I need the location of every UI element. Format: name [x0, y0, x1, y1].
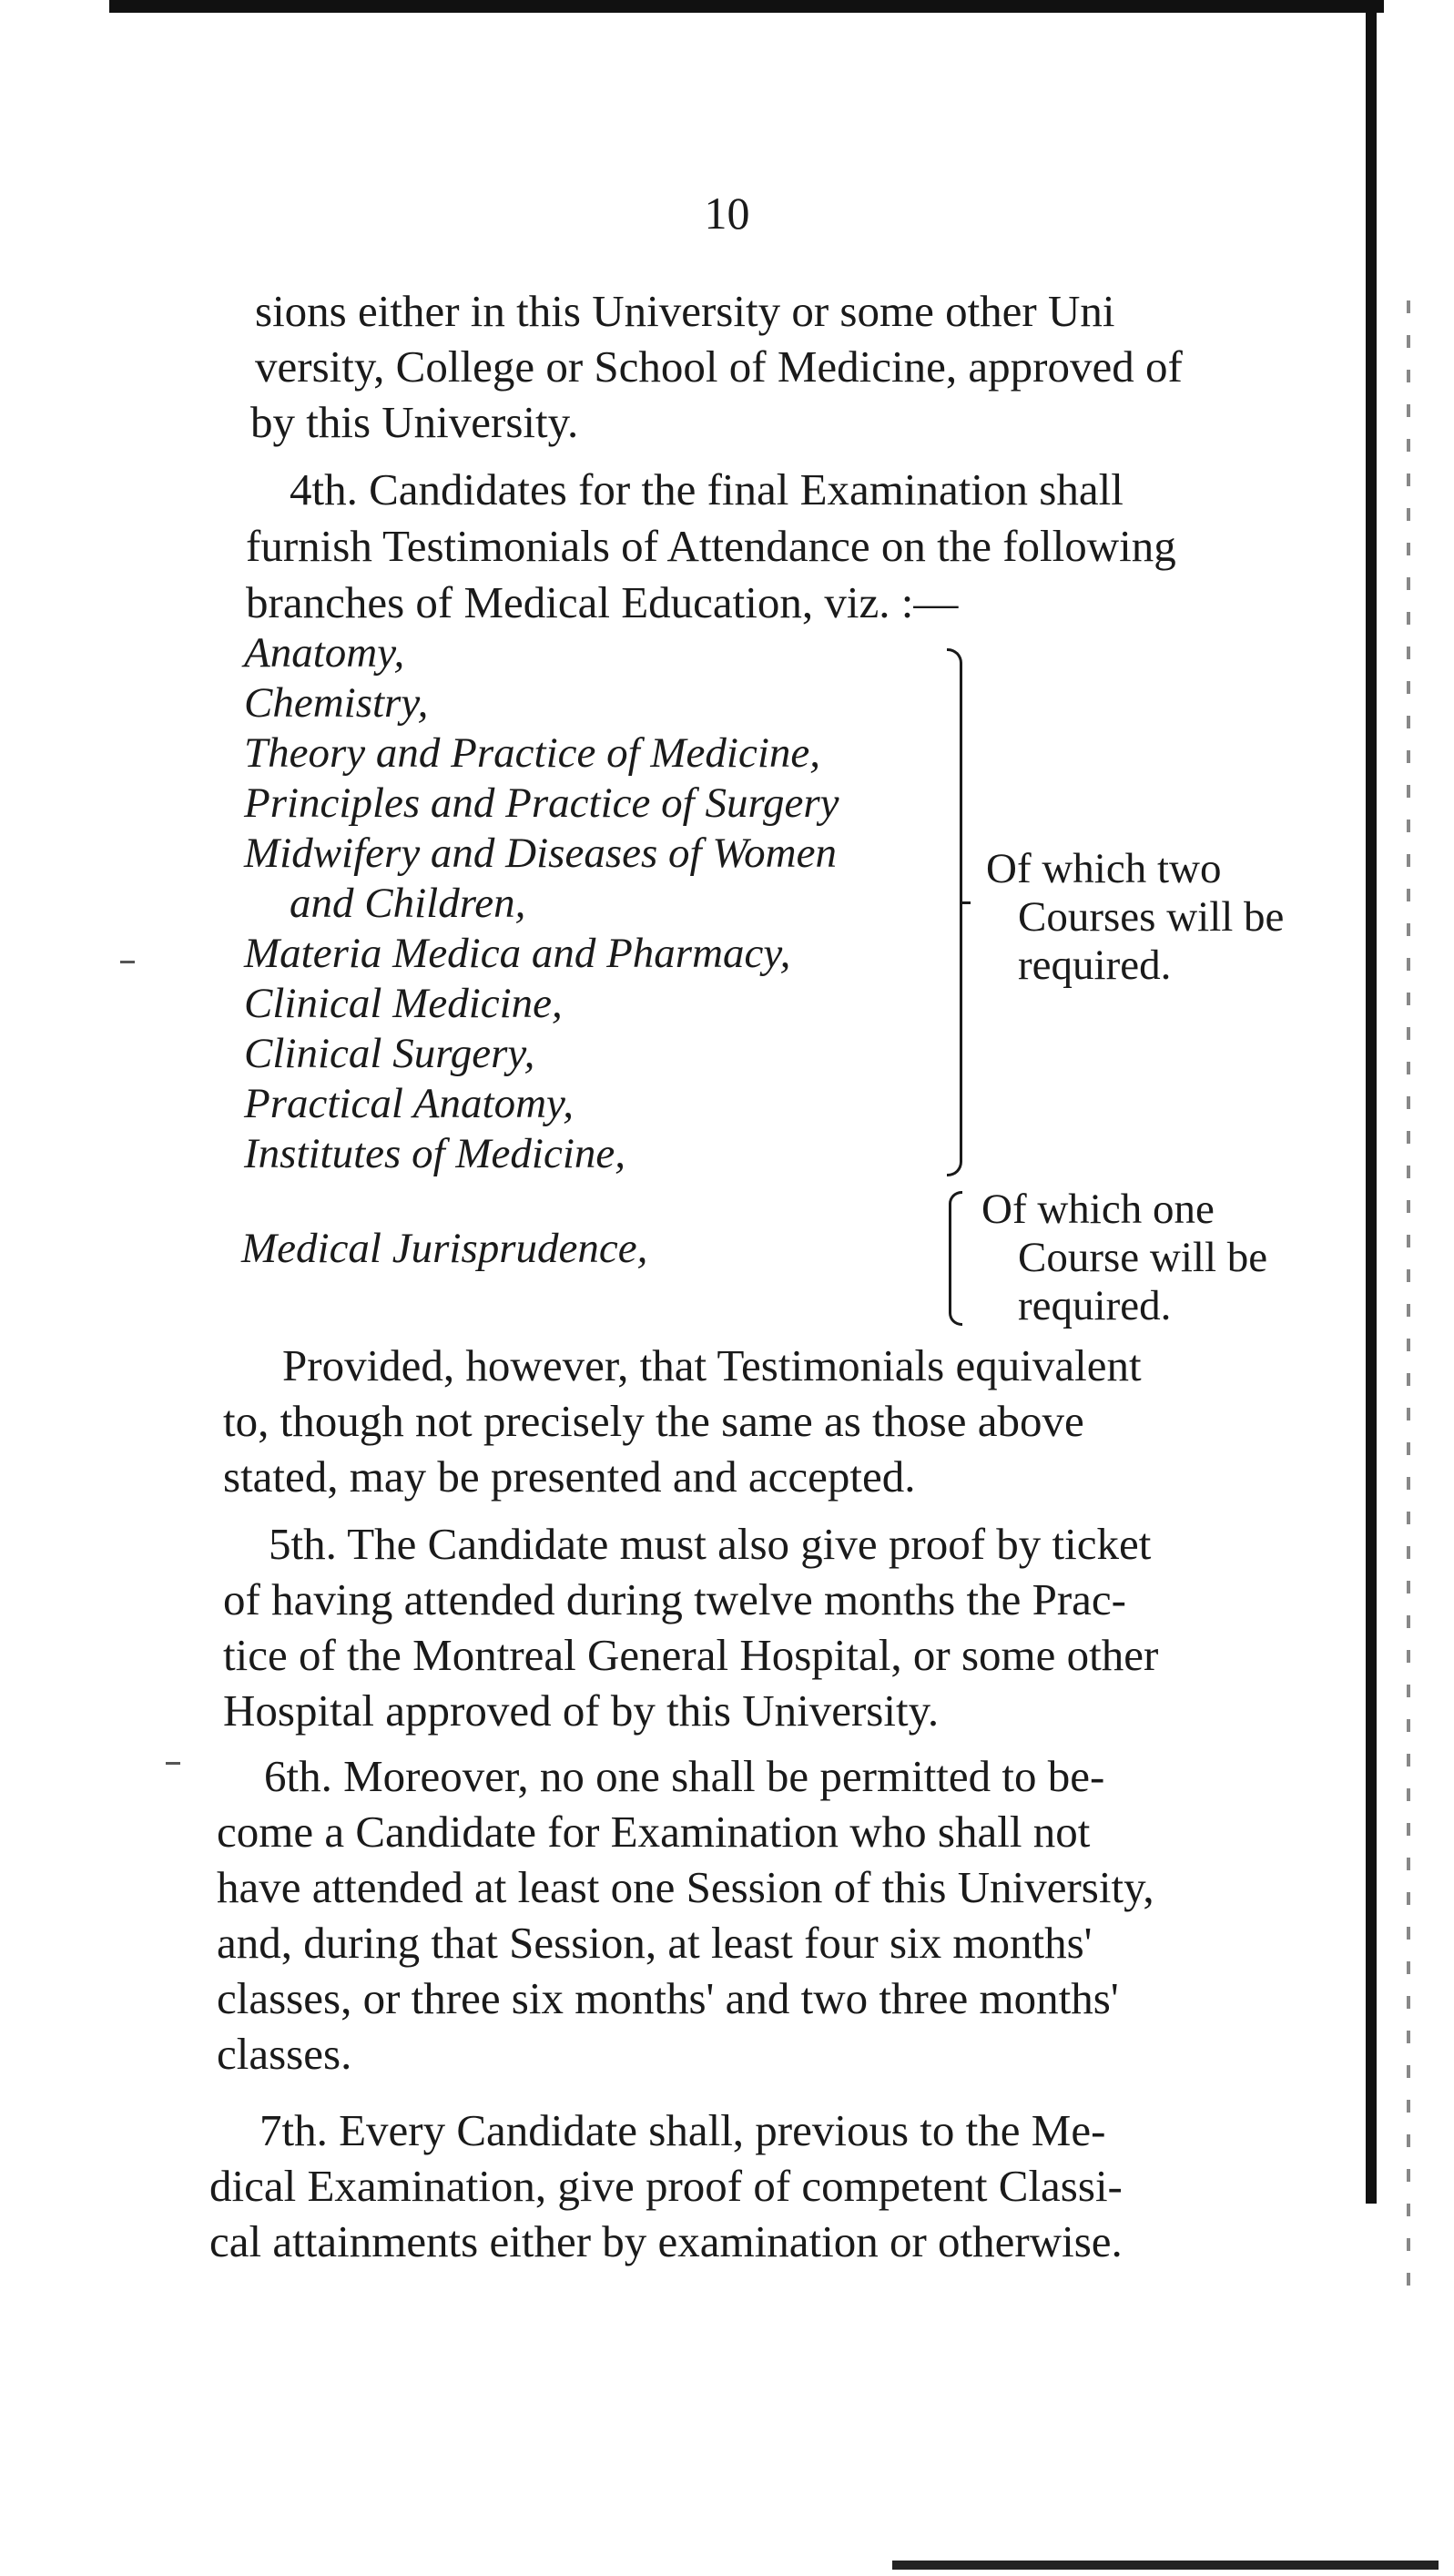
branch-item: and Children, [290, 880, 526, 927]
note-two-courses: Of which two [986, 845, 1222, 892]
text-line: of having attended during twelve months the Prac- [223, 1574, 1126, 1624]
branch-item: Medical Jurisprudence, [241, 1225, 648, 1272]
note-two-courses: Courses will be [1018, 893, 1285, 941]
branch-item: Anatomy, [244, 629, 405, 677]
text-line: and, during that Session, at least four six months' [217, 1918, 1093, 1968]
brace-point-icon [960, 901, 971, 904]
margin-mark [166, 1762, 180, 1765]
branch-item: Practical Anatomy, [244, 1080, 574, 1127]
text-line: 6th. Moreover, no one shall be permitted to be- [264, 1751, 1105, 1801]
text-line: stated, may be presented and accepted. [223, 1451, 916, 1502]
note-one-course: Of which one [981, 1186, 1215, 1233]
text-line: versity, College or School of Medicine, approved of [255, 341, 1183, 392]
text-line: to, though not precisely the same as those above [223, 1396, 1084, 1446]
text-line: Provided, however, that Testimonials equivalent [282, 1340, 1142, 1390]
text-line: sions either in this University or some other Uni [255, 286, 1115, 336]
text-line: classes, or three six months' and two three months' [217, 1973, 1119, 2023]
text-line: 7th. Every Candidate shall, previous to the Me- [259, 2105, 1106, 2155]
text-line: tice of the Montreal General Hospital, or some other [223, 1630, 1159, 1680]
note-one-course: required. [1018, 1282, 1172, 1329]
branch-item: Materia Medica and Pharmacy, [244, 930, 791, 977]
text-line: classes. [217, 2029, 352, 2079]
text-line: branches of Medical Education, viz. :— [246, 577, 959, 627]
branch-item: Institutes of Medicine, [244, 1130, 625, 1177]
page-top-edge [109, 0, 1384, 13]
margin-mark [120, 961, 135, 963]
text-line: dical Examination, give proof of competent Classi- [209, 2161, 1123, 2211]
branch-item: Chemistry, [244, 679, 429, 727]
branch-item: Midwifery and Diseases of Women [244, 830, 837, 877]
branch-item: Clinical Medicine, [244, 980, 563, 1027]
text-line: cal attainments either by examination or otherwise. [209, 2216, 1123, 2266]
note-one-course: Course will be [1018, 1234, 1268, 1281]
curly-brace-icon [947, 648, 962, 1176]
branch-item: Principles and Practice of Surgery [244, 779, 839, 827]
text-line: furnish Testimonials of Attendance on the following [246, 521, 1176, 571]
page-number: 10 [704, 188, 750, 239]
page-bottom-edge [892, 2561, 1439, 2570]
text-line: 4th. Candidates for the final Examination shall [290, 464, 1124, 514]
text-line: Hospital approved of by this University. [223, 1685, 940, 1736]
text-line: have attended at least one Session of this University, [217, 1862, 1154, 1912]
text-line: by this University. [250, 397, 579, 447]
page-right-shadow [1407, 300, 1410, 2304]
text-line: come a Candidate for Examination who shall not [217, 1807, 1091, 1857]
note-two-courses: required. [1018, 942, 1172, 989]
curly-brace-icon [949, 1191, 962, 1326]
branch-item: Clinical Surgery, [244, 1030, 535, 1077]
branch-item: Theory and Practice of Medicine, [244, 729, 821, 777]
text-line: 5th. The Candidate must also give proof by ticket [269, 1519, 1152, 1569]
page-right-edge [1366, 0, 1377, 2204]
